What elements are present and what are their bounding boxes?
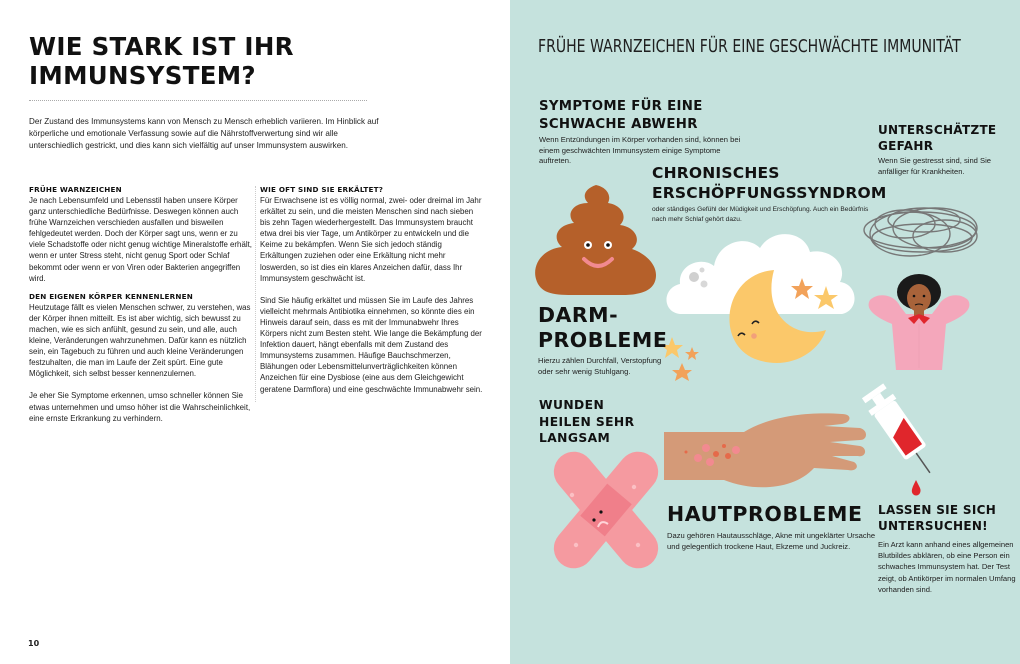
block-chronic-fatigue xyxy=(652,163,887,224)
column-left xyxy=(29,185,254,424)
block-text: Wenn Sie gestresst sind, sind Sie anfälliger für Krankheiten. xyxy=(878,156,991,176)
stressed-woman-illustration xyxy=(864,270,974,370)
block-bowel-problems xyxy=(538,303,678,377)
block-text: Ein Arzt kann anhand eines allgemeinen Blutbildes abklären, ob eine Person ein schwaches Immunsystem hat. Der Test zeigt, ob Antikörper im normalen Umfang vorhanden sind. xyxy=(878,540,1016,594)
section-heading-know-body: DEN EIGENEN KÖRPER KENNENLERNEN xyxy=(29,291,193,301)
infographic-title: FRÜHE WARNZEICHEN FÜR EINE GESCHWÄCHTE IMMUNITÄT xyxy=(538,36,961,57)
sad-bandage-illustration xyxy=(546,445,666,575)
section-text-symptoms-early: Je eher Sie Symptome erkennen, umso schneller können Sie etwas unternehmen und umso höher ist die Wahrscheinlichkeit, eine ernste Erkrankung zu verhindern. xyxy=(29,391,251,423)
arm-with-rash-illustration xyxy=(664,410,864,495)
blood-syringe-illustration xyxy=(872,380,942,500)
section-text-early-warning: Je nach Lebensumfeld und Lebensstil haben unsere Körper ganz unterschiedliche Bedürfnisse. Deswegen können auch frühe Warnzeichen verschieden ausfallen und bisweilen fehlgedeutet werden. Doch der Körper sagt uns, wenn er zu viele Schadstoffe oder nicht genug wichtige Mineralstoffe erhält, wenn er unter Stress steht, nicht genug Sport oder Schlaf bekommt oder wenn er von Viren oder Bakterien angegriffen wird. xyxy=(29,196,252,283)
block-heading: LASSEN SIE SICH UNTERSUCHEN! xyxy=(878,503,997,533)
section-text-colds-1: Für Erwachsene ist es völlig normal, zwei- oder dreimal im Jahr erkältet zu sein, und die meisten Menschen sind nach sieben bis zehn Tagen wiederhergestellt. Das Immunsystem braucht etwa drei bis vier Tage, um Antikörper zu entwickeln und die Keime zu bekämpfen. Wenn Sie sich jedoch ständig Erkältungen zuziehen oder eine Erkältung nicht mehr loswerden, so ist dies ein klares Anzeichen dafür, dass Ihr Immunsystem geschwächt ist. xyxy=(260,196,482,283)
block-heading: CHRONISCHES ERSCHÖPFUNGSSYNDROM xyxy=(652,164,887,202)
block-heading: DARM- PROBLEME xyxy=(538,303,668,352)
block-skin-problems xyxy=(667,501,887,552)
block-text: Hierzu zählen Durchfall, Verstopfung oder sehr wenig Stuhlgang. xyxy=(538,356,662,376)
intro-paragraph: Der Zustand des Immunsystems kann von Mensch zu Mensch erheblich variieren. Im Hinblick auf körperliche und emotionale Verfassung sowie auf die Nährstoffverwertung sind wir alle unterschiedlich gestrickt, und dies kann sich vielfältig auf unser Immunsystem auswirken. xyxy=(29,117,379,151)
title-line-2: IMMUNSYSTEM? xyxy=(29,61,256,90)
block-underestimated-danger xyxy=(878,122,1020,177)
block-heading: SYMPTOME FÜR EINE SCHWACHE ABWEHR xyxy=(539,99,703,132)
page-number: 10 xyxy=(28,639,40,648)
block-heading: HAUTPROBLEME xyxy=(667,502,863,526)
section-heading-colds: WIE OFT SIND SIE ERKÄLTET? xyxy=(260,185,384,194)
right-page xyxy=(510,0,1020,664)
block-slow-wound-healing xyxy=(539,397,659,447)
section-heading-early-warning: FRÜHE WARNZEICHEN xyxy=(29,185,122,194)
page-title xyxy=(29,32,389,90)
dotted-divider xyxy=(29,100,367,101)
block-heading: WUNDEN HEILEN SEHR LANGSAM xyxy=(539,398,635,445)
title-line-1: WIE STARK IST IHR xyxy=(29,32,294,61)
block-text: Wenn Entzündungen im Körper vorhanden sind, können bei einem geschwächten Immunsystem einige Symptome auftreten. xyxy=(539,135,741,166)
column-right xyxy=(260,185,485,395)
smiling-poop-illustration xyxy=(532,183,660,298)
column-divider xyxy=(255,186,256,402)
block-text: Dazu gehören Hautausschläge, Akne mit ungeklärter Ursache und gelegentlich trockene Haut, Ekzeme und Juckreiz. xyxy=(667,531,876,551)
section-text-colds-2: Sind Sie häufig erkältet und müssen Sie im Laufe des Jahres vielleicht mehrmals Antibiotika einnehmen, so könnte dies ein Hinweis darauf sein, dass es mit der Immunabwehr Ihres Körpers nicht zum Besten steht. Wie lange die Bekämpfung der Infektion dauert, hängt ebenfalls mit dem Zustand des Immunsystems zusammen. Häufige Bauchschmerzen, Blähungen oder Lebensmittelunverträglichkeiten können Anzeichen für eine Dysbiose (eine aus dem Gleichgewicht geratene Darmflora) und eine geschwächte Immunabwehr sein. xyxy=(260,295,483,394)
block-weak-defense-symptoms xyxy=(539,98,749,167)
block-text: oder ständiges Gefühl der Müdigkeit und Erschöpfung. Auch ein Bedürfnis nach mehr Schlaf gehört dazu. xyxy=(652,206,869,223)
block-heading: UNTERSCHÄTZTE GEFAHR xyxy=(878,123,997,153)
block-get-examined xyxy=(878,502,1020,595)
section-text-know-body: Heutzutage fällt es vielen Menschen schwer, zu verstehen, was der Körper ihnen mitteilt. Es ist aber wichtig, sich bewusst zu machen, wie es sich anfühlt, gesund zu sein, und alle, auch kleine, Veränderungen wahrzunehmen. Dafür kann es nützlich sein, ein Tagebuch zu führen und auch kleine Veränderungen festzuhalten, die man im Laufe der Zeit spürt. Eine gute Möglichkeit, sich selbst besser kennenzulernen. xyxy=(29,302,251,379)
